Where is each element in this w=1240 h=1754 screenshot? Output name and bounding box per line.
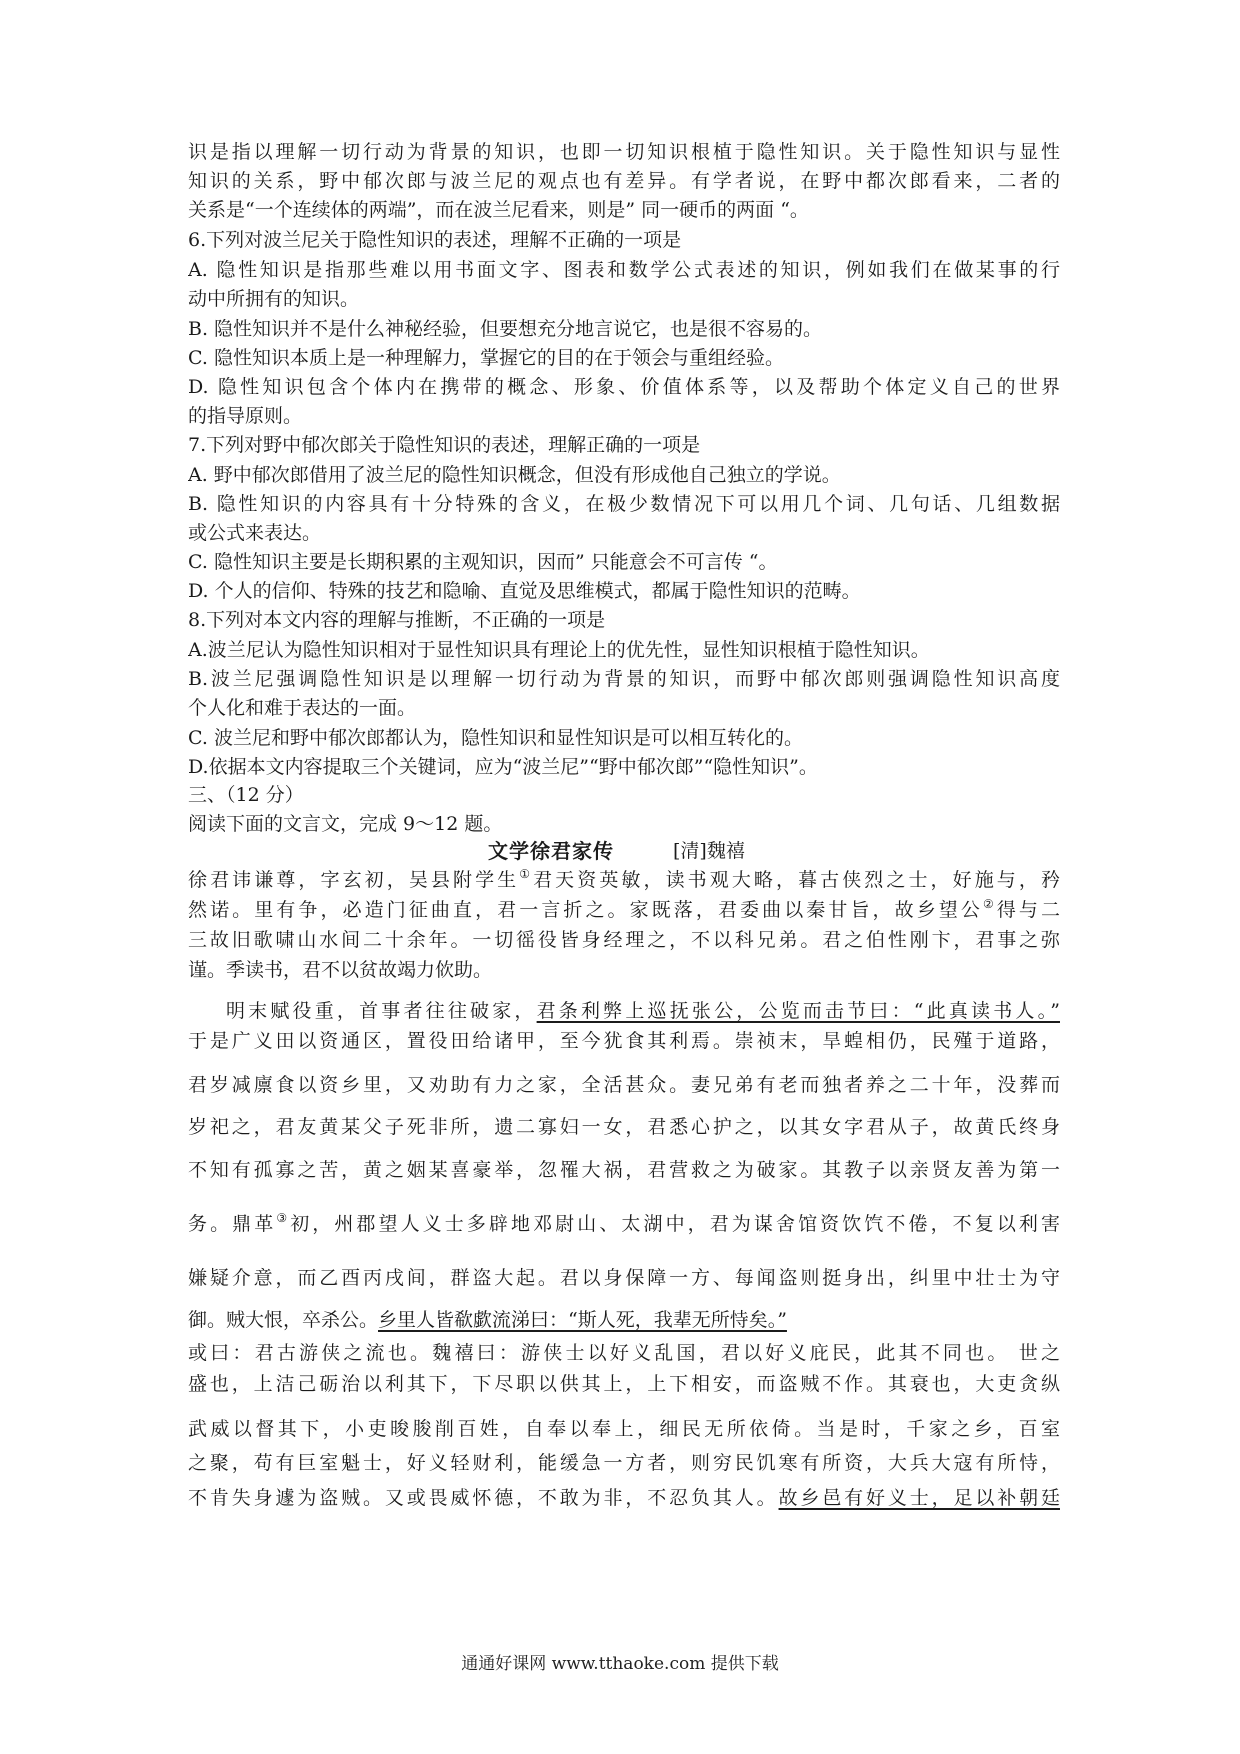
passage-line: 盛也，上洁己砺治以利其下，下尽职以供其上，上下相安，而盗贼不作。其衰也，大吏贪纵 [188,1370,1060,1398]
question-7-option-b: B. 隐性知识的内容具有十分特殊的含义，在极少数情况下可以用几个词、几句话、几组数据 [188,493,1060,515]
section-heading: 三、（12 分） [188,784,304,806]
passage-title: 文学徐君家传 [488,839,614,863]
question-6-stem: 6.下列对波兰尼关于隐性知识的表述，理解不正确的一项是 [188,229,682,251]
question-6-option-a-cont: 动中所拥有的知识。 [188,288,360,310]
passage-line: 识是指以理解一切行动为背景的知识，也即一切知识根植于隐性知识。关于隐性知识与显性 [188,141,1060,163]
question-8-stem: 8.下列对本文内容的理解与推断，不正确的一项是 [188,609,606,631]
footnote-mark: ③ [276,1211,291,1225]
passage-line: 知识的关系，野中郁次郎与波兰尼的观点也有差异。有学者说，在野中都次郎看来，二者的 [188,170,1060,192]
question-7-option-d: D. 个人的信仰、特殊的技艺和隐喻、直觉及思维模式，都属于隐性知识的范畴。 [188,580,861,602]
passage-line: 三故旧歌啸山水间二十余年。一切徭役皆身经理之，不以科兄弟。君之伯性刚卞，君事之弥 [188,926,1060,954]
emphasis-char: 而 [757,1370,776,1398]
emphasis-char: 纠 [910,1264,929,1292]
question-8-option-d: D.依据本文内容提取三个关键词，应为“波兰尼”“野中郁次郎”“隐性知识”。 [188,756,818,778]
passage-line: 武威以督其下，小吏晙朘削百姓，自奉以奉上，细民无所依倚。当是时，千家之乡，百室 [188,1418,1060,1440]
section-instruction: 阅读下面的文言文，完成 9～12 题。 [188,813,503,835]
question-8-option-c: C. 波兰尼和野中郁次郎都认为，隐性知识和显性知识是可以相互转化的。 [188,727,803,749]
underlined-sentence: 乡里人皆欷歔流涕曰：“斯人死，我辈无所恃矣。” [378,1309,787,1331]
passage-author: [清]魏禧 [673,840,745,862]
question-6-option-d-cont: 的指导原则。 [188,405,303,427]
footnote-mark: ① [519,867,534,881]
passage-line: 关系是“一个连续体的两端”，而在波兰尼看来，则是” 同一硬币的两面 “。 [188,199,809,221]
emphasis-char: 于 [975,1027,994,1055]
passage-title-row [188,837,1060,867]
question-6-option-b: B. 隐性知识并不是什么神秘经验，但要想充分地言说它，也是很不容易的。 [188,318,823,340]
underlined-sentence: 君条利弊上巡抚张公，公览而击节曰：“此真读书人。” [536,1000,1060,1022]
question-7-stem: 7.下列对野中郁次郎关于隐性知识的表述，理解正确的一项是 [188,434,701,456]
passage-line: 之聚，苟有巨室魁士，好义轻财利，能缓急一方者，则穷民饥寒有所资，大兵大寇有所恃， [188,1452,1060,1474]
passage-line: 明末赋役重，首事者往往破家，君条利弊上巡抚张公，公览而击节曰：“此真读书人。” [226,1000,1060,1022]
question-8-option-b: B.波兰尼强调隐性知识是以理解一切行动为背景的知识，而野中郁次郎则强调隐性知识高度 [188,668,1060,690]
passage-line: 务。鼎革③初，州郡望人义士多辟地邓尉山、太湖中，君为谋舍馆资饮饩不倦，不复以利害 [188,1211,1060,1235]
emphasis-char: 科 [735,926,754,954]
question-8-option-b-cont: 个人化和难于表达的一面。 [188,697,417,719]
page-footer: 通通好课网 www.tthaoke.com 提供下载 [461,1654,779,1674]
passage-line: 君岁减廪食以资乡里，又劝助有力之家，全活甚众。妻兄弟有老而独者养之二十年，没葬而 [188,1071,1060,1099]
question-6-option-d: D. 隐性知识包含个体内在携带的概念、形象、价值体系等，以及帮助个体定义自己的世界 [188,376,1060,398]
passage-line: 或曰：君古游侠之流也。魏禧曰：游侠士以好义乱国，君以好义庇民，此其不同也。 世之 [188,1342,1060,1364]
passage-line: 不知有孤寡之苦，黄之姻某喜豪举，忽罹大祸，君营救之为破家。其教子以亲贤友善为第一 [188,1159,1060,1181]
passage-line: 嫌疑介意，而乙酉丙戌间，群盗大起。君以身保障一方、每闻盗则挺身出，纠里中壮士为守 [188,1264,1060,1292]
underlined-sentence: 故乡邑有好义士，足以补朝廷 [778,1487,1060,1509]
passage-line: 不肯失身遽为盗贼。又或畏威怀德，不敢为非，不忍负其人。故乡邑有好义士，足以补朝廷 [188,1487,1060,1509]
passage-line: 御。贼大恨，卒杀公。乡里人皆欷歔流涕曰：“斯人死，我辈无所恃矣。” [188,1309,787,1331]
question-6-option-a: A. 隐性知识是指那些难以用书面文字、图表和数学公式表述的知识，例如我们在做某事的行 [188,259,1060,281]
passage-line: 谨。季读书，君不以贫故竭力佽助。 [188,956,1060,984]
passage-line: 然诺。里有争，必造门征曲直，君一言折之。家既落，君委曲以秦甘旨，故乡望公②得与二 [188,897,1060,921]
passage-line: 于是广义田以资通区，置役田给诸甲，至今犹食其利焉。崇祯末，旱蝗相仍，民殣于道路， [188,1027,1060,1055]
emphasis-char: 字 [844,1113,863,1141]
emphasis-char: 全 [582,1071,601,1099]
passage-line: 徐君讳谦尊，字玄初，吴县附学生①君天资英敏，读书观大略，暮古侠烈之士，好施与，矜 [188,867,1060,891]
question-8-option-a: A.波兰尼认为隐性知识相对于显性知识具有理论上的优先性，显性知识根植于隐性知识。 [188,639,930,661]
emphasis-char: 以 [340,956,359,984]
question-7-option-c: C. 隐性知识主要是长期积累的主观知识，因而” 只能意会不可言传 “。 [188,551,778,573]
question-6-option-c: C. 隐性知识本质上是一种理解力，掌握它的目的在于领会与重组经验。 [188,347,784,369]
question-7-option-b-cont: 或公式来表达。 [188,522,322,544]
passage-line: 岁祀之，君友黄某父子死非所，遗二寡妇一女，君悉心护之，以其女字君从子，故黄氏终身 [188,1113,1060,1141]
footnote-mark: ② [982,897,997,911]
question-7-option-a: A. 野中郁次郎借用了波兰尼的隐性知识概念，但没有形成他自己独立的学说。 [188,464,841,486]
